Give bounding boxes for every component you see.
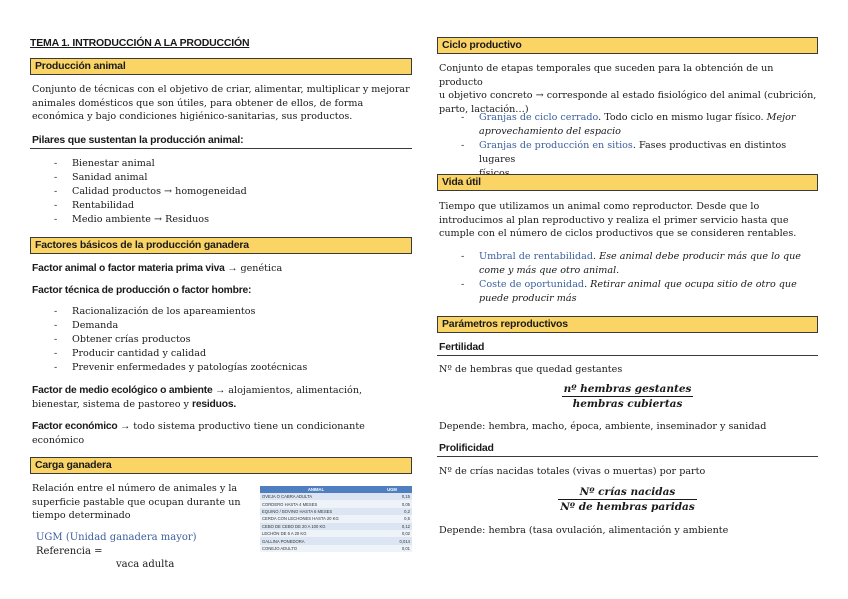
- table-cell: CEBO DE CEBO DE 20 A 100 KG: [260, 523, 372, 530]
- table-cell: CORDERO HASTA 4 MESES: [260, 500, 372, 507]
- fraction-denominator: hembras cubiertas: [572, 398, 683, 410]
- section-header-parametros: Parámetros reproductivos: [437, 316, 818, 333]
- text-line: [32, 398, 412, 412]
- table-row: [260, 537, 412, 544]
- umbral-rentabilidad: Umbral de rentabilidad: [479, 251, 593, 262]
- item-italic: come y más que otro animal.: [479, 264, 620, 276]
- fraction-numerator: nº hembras gestantes: [563, 383, 692, 395]
- text-line: Tiempo que utilizamos un animal como reproductor. Desde que lo: [439, 201, 760, 212]
- text-line: introducimos al plan reproductivo y realiza el primer servicio hasta que: [439, 214, 789, 226]
- factor-tecnica: [32, 284, 412, 298]
- factor-medio-label: Factor de medio ecológico o ambiente →: [32, 385, 226, 396]
- list-item: - Obtener crías productos: [54, 333, 412, 347]
- table-cell: 0,5: [372, 515, 412, 522]
- item-italic: . Retirar animal que ocupa sitio de otro que: [584, 278, 797, 290]
- text-line: Conjunto de técnicas con el objetivo de criar, alimentar, multiplicar y mejorar: [32, 84, 410, 95]
- fertilidad-text: Nº de hembras que quedad gestantes: [439, 364, 623, 375]
- prolificidad-text: Nº de crías nacidas totales (vivas o muertas) por parto: [439, 466, 706, 477]
- table-row: [260, 523, 412, 530]
- table-cell: 0,01: [372, 545, 412, 552]
- coste-oportunidad: Coste de oportunidad: [479, 278, 585, 290]
- text-line: u objetivo concreto → corresponde al estado fisiológico del animal (cubrición,: [439, 90, 817, 102]
- list-item: [461, 278, 818, 306]
- text-line: vaca adulta: [116, 559, 175, 571]
- list-item: - Prevenir enfermedades y patologías zootécnicas: [54, 361, 412, 375]
- item-italic: . Ese animal debe producir más que lo que: [592, 251, 801, 262]
- table-cell: CERDA CON LECHONES HASTA 20 KG: [260, 515, 372, 522]
- table-row: [260, 508, 412, 515]
- text-line: [32, 420, 412, 434]
- page-title: TEMA 1. INTRODUCCIÓN A LA PRODUCCIÓN: [30, 37, 250, 49]
- table-row: [260, 493, 412, 500]
- ugm-table: [260, 486, 412, 552]
- table-row: [260, 500, 412, 507]
- table-cell: 0,15: [372, 493, 412, 500]
- ciclo-list: [461, 111, 818, 181]
- list-item: - Sanidad animal: [54, 171, 412, 185]
- factor-animal: [32, 262, 412, 276]
- text-line: animales domésticos que son útiles, para obtener de ellos, de forma: [32, 97, 364, 109]
- prolificidad-formula: [437, 485, 818, 514]
- granjas-ciclo-cerrado: Granjas de ciclo cerrado: [479, 112, 599, 123]
- item-italic: Mejor: [766, 112, 796, 123]
- list-item: - Demanda: [54, 319, 412, 333]
- ciclo-text: [439, 62, 818, 116]
- table-cell: OVEJA O CABRA ADULTA: [260, 493, 372, 500]
- ugm-definition: [36, 531, 252, 572]
- carga-text: [32, 482, 252, 523]
- list-item: - Racionalización de los apareamientos: [54, 305, 412, 319]
- produccion-animal-text: [32, 83, 412, 124]
- section-header-ciclo-productivo: Ciclo productivo: [437, 37, 818, 54]
- item-text: . Todo ciclo en mismo lugar físico.: [598, 112, 767, 123]
- subheader-pilares: Pilares que sustentan la producción animal:: [30, 132, 412, 149]
- section-header-factores: Factores básicos de la producción ganadera: [30, 237, 412, 254]
- vida-list: [461, 250, 818, 306]
- text-line: cumple con el número de ciclos productivos que se consideren rentables.: [439, 228, 797, 240]
- table-header-row: [260, 486, 412, 493]
- prolificidad-depende: Depende: hembra (tasa ovulación, alimentación y ambiente: [439, 525, 729, 536]
- list-item: - Medio ambiente → Residuos: [54, 213, 412, 227]
- text-line: [32, 384, 412, 398]
- fertilidad-formula: [437, 382, 818, 411]
- item-text: . Fases productivas en distintos lugares: [479, 139, 787, 165]
- factor-medio-text-2: bienestar, sistema de pastoreo y: [32, 398, 193, 410]
- text-line: económico: [32, 434, 85, 446]
- subheader-prolificidad: Prolificidad: [437, 440, 818, 457]
- table-cell: 0,014: [372, 537, 412, 544]
- text-line: tiempo determinado: [32, 510, 131, 522]
- factor-animal-label: Factor animal o factor materia prima viva →: [32, 263, 238, 274]
- fraction: [562, 382, 694, 411]
- factor-medio-text: alojamientos, alimentación,: [225, 385, 363, 396]
- factor-tecnica-label: Factor técnica de producción o factor hombre:: [32, 285, 252, 296]
- ugm-term: UGM (Unidad ganadera mayor): [36, 532, 197, 543]
- list-item: - Producir cantidad y calidad: [54, 347, 412, 361]
- table-row: [260, 530, 412, 537]
- ugm-text: Referencia =: [36, 545, 103, 557]
- list-item: [461, 111, 818, 139]
- item-italic: aprovechamiento del espacio: [479, 125, 621, 137]
- table-cell: 0,05: [372, 500, 412, 507]
- section-header-vida-util: Vida útil: [437, 174, 818, 191]
- table-cell: 0,2: [372, 508, 412, 515]
- vida-text: [439, 200, 818, 241]
- list-item: [461, 250, 818, 278]
- factor-medio: [32, 384, 412, 411]
- table-row: [260, 545, 412, 552]
- text-line: Relación entre el número de animales y la: [32, 483, 238, 494]
- table-row: [260, 515, 412, 522]
- list-item: - Calidad productos → homogeneidad: [54, 185, 412, 199]
- table-cell: CONEJO ADULTO: [260, 545, 372, 552]
- table-cell: 0,02: [372, 530, 412, 537]
- fraction-denominator: Nº de hembras paridas: [560, 501, 695, 513]
- factor-animal-text: genética: [237, 263, 283, 274]
- text-line: Conjunto de etapas temporales que suceden para la obtención de un producto: [439, 63, 774, 88]
- granjas-produccion-sitios: Granjas de producción en sitios: [479, 139, 633, 151]
- pilares-list: [54, 157, 412, 227]
- table-cell: 0,12: [372, 523, 412, 530]
- factor-medio-residuos: residuos.: [192, 398, 237, 410]
- factor-economico-text: todo sistema productivo tiene un condicionante: [130, 421, 365, 432]
- factor-tecnica-list: [54, 305, 412, 375]
- text-line: parto, lactación…): [439, 103, 529, 115]
- text-line: [36, 531, 252, 558]
- factor-economico-label: Factor económico →: [32, 421, 131, 432]
- table-cell: LECHÓN DE 6 A 20 KG: [260, 530, 372, 537]
- text-line: económica y bajo condiciones higiénico-sanitarias, sus productos.: [32, 111, 353, 123]
- list-item: - Bienestar animal: [54, 157, 412, 171]
- text-line: superficie pastable que ocupan durante un: [32, 496, 241, 508]
- table-cell: EQUINO / BOVINO HASTA 6 MESES: [260, 508, 372, 515]
- subheader-fertilidad: Fertilidad: [437, 339, 818, 356]
- fertilidad-depende: Depende: hembra, macho, época, ambiente, inseminador y sanidad: [439, 421, 767, 432]
- factor-economico: [32, 420, 412, 447]
- table-header-animal: ANIMAL: [260, 486, 372, 493]
- section-header-produccion-animal: Producción animal: [30, 58, 412, 75]
- item-italic: puede producir más: [479, 292, 577, 304]
- table-header-ugm: UGM: [372, 486, 412, 493]
- list-item: - Rentabilidad: [54, 199, 412, 213]
- fraction-numerator: Nº crías nacidas: [558, 485, 697, 500]
- fraction: [558, 485, 697, 514]
- section-header-carga-ganadera: Carga ganadera: [30, 457, 412, 474]
- table-cell: GALLINA PONEDORA: [260, 537, 372, 544]
